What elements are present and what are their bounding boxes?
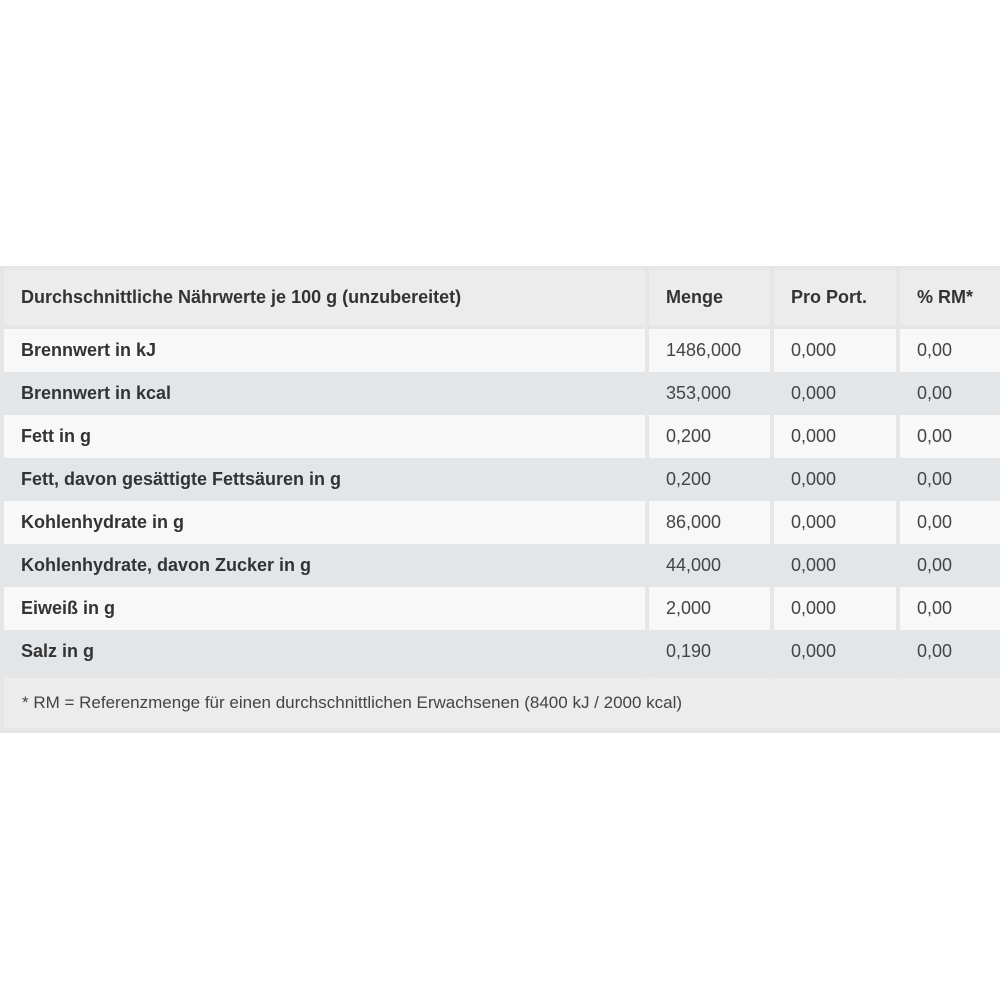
nutrient-pro-portion: 0,000 [774, 630, 900, 673]
nutrient-rm: 0,00 [900, 544, 1000, 587]
table-row [4, 415, 1000, 458]
nutrient-rm: 0,00 [900, 630, 1000, 673]
nutrient-name: Salz in g [4, 630, 649, 673]
nutrient-name: Brennwert in kcal [4, 372, 649, 415]
header-nutrient: Durchschnittliche Nährwerte je 100 g (unzubereitet) [4, 270, 649, 329]
nutrient-pro-portion: 0,000 [774, 501, 900, 544]
nutrient-pro-portion: 0,000 [774, 587, 900, 630]
nutrient-rm: 0,00 [900, 458, 1000, 501]
nutrient-pro-portion: 0,000 [774, 329, 900, 372]
nutrient-menge: 2,000 [649, 587, 774, 630]
nutrient-pro-portion: 0,000 [774, 415, 900, 458]
nutrient-rm: 0,00 [900, 415, 1000, 458]
nutrient-menge: 353,000 [649, 372, 774, 415]
table-row [4, 544, 1000, 587]
nutrient-name: Fett in g [4, 415, 649, 458]
nutrient-pro-portion: 0,000 [774, 544, 900, 587]
table-row [4, 329, 1000, 372]
nutrient-rm: 0,00 [900, 372, 1000, 415]
table-row [4, 372, 1000, 415]
nutrient-name: Brennwert in kJ [4, 329, 649, 372]
nutrient-rm: 0,00 [900, 587, 1000, 630]
nutrient-menge: 0,200 [649, 415, 774, 458]
table-row [4, 587, 1000, 630]
nutrient-name: Fett, davon gesättigte Fettsäuren in g [4, 458, 649, 501]
nutrient-name: Eiweiß in g [4, 587, 649, 630]
nutrition-table [4, 270, 1000, 673]
nutrient-menge: 86,000 [649, 501, 774, 544]
nutrient-name: Kohlenhydrate, davon Zucker in g [4, 544, 649, 587]
nutrient-menge: 0,200 [649, 458, 774, 501]
reference-footnote: * RM = Referenzmenge für einen durchschnittlichen Erwachsenen (8400 kJ / 2000 kcal) [4, 678, 1000, 728]
nutrient-pro-portion: 0,000 [774, 372, 900, 415]
nutrient-menge: 44,000 [649, 544, 774, 587]
header-menge: Menge [649, 270, 774, 329]
nutrition-table-container [0, 266, 1000, 733]
table-row [4, 630, 1000, 673]
nutrient-menge: 1486,000 [649, 329, 774, 372]
table-row [4, 501, 1000, 544]
nutrient-pro-portion: 0,000 [774, 458, 900, 501]
table-header-row [4, 270, 1000, 329]
table-row [4, 458, 1000, 501]
nutrient-menge: 0,190 [649, 630, 774, 673]
nutrient-name: Kohlenhydrate in g [4, 501, 649, 544]
header-pro-portion: Pro Port. [774, 270, 900, 329]
nutrient-rm: 0,00 [900, 329, 1000, 372]
nutrient-rm: 0,00 [900, 501, 1000, 544]
header-reference-percent: % RM* [900, 270, 1000, 329]
